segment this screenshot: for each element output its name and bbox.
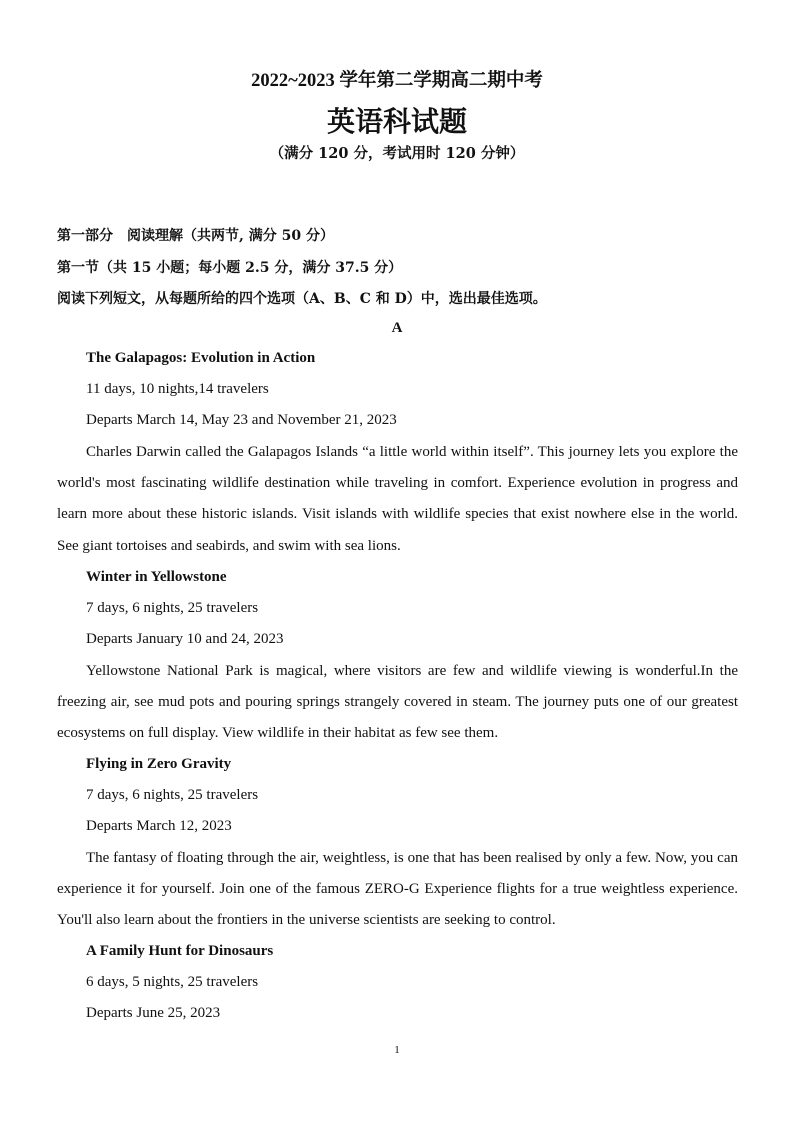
page-number: 1 — [394, 1044, 400, 1056]
trip-title: A Family Hunt for Dinosaurs — [86, 943, 274, 959]
passage-label: A — [391, 320, 403, 336]
exam-title: 2022~2023 学年第二学期高二期中考 — [251, 71, 543, 91]
trip-description: The fantasy of floating through the air, weightless, is one that has been realised by only a few. Now, you can experience it for yourself. Join one of the famous ZERO-G Experience flights for a true weightless experience. You'll also learn about the frontiers in the universe scientists are seeking to control. — [57, 850, 738, 929]
directions-text: 阅读下列短文，从每题所给的四个选项（A、B、C 和 D）中，选出最佳选项。 — [57, 291, 547, 307]
trip-details: 7 days, 6 nights, 25 travelers — [86, 787, 259, 803]
trip-title: Flying in Zero Gravity — [86, 756, 232, 772]
exam-note: （满分 120 分，考试用时 120 分钟） — [269, 145, 525, 162]
trip-title: Winter in Yellowstone — [86, 569, 227, 585]
trip-details: 7 days, 6 nights, 25 travelers — [86, 600, 259, 616]
subject-title: 英语科试题 — [326, 105, 467, 138]
trip-departs: Departs March 12, 2023 — [86, 818, 232, 834]
trip-departs: Departs June 25, 2023 — [86, 1005, 221, 1021]
trip-details: 11 days, 10 nights,14 travelers — [86, 381, 269, 397]
trip-title: The Galapagos: Evolution in Action — [86, 350, 316, 366]
trip-departs: Departs March 14, May 23 and November 21, 2023 — [86, 412, 397, 428]
trip-details: 6 days, 5 nights, 25 travelers — [86, 974, 259, 990]
part-heading: 第一部分 阅读理解（共两节, 满分 50 分） — [57, 228, 334, 244]
section-heading: 第一节（共 15 小题；每小题 2.5 分，满分 37.5 分） — [57, 260, 403, 276]
trip-description: Charles Darwin called the Galapagos Islands “a little world within itself”. This journey lets you explore the world's most fascinating wildlife destination while traveling in comfort. Experience evolution in progress and learn more about these historic islands. Visit islands with wildlife species that exist nowhere else in the world. See giant tortoises and seabirds, and swim with sea lions. — [57, 444, 738, 554]
trip-departs: Departs January 10 and 24, 2023 — [86, 631, 284, 647]
trip-description: Yellowstone National Park is magical, where visitors are few and wildlife viewing is wonderful.In the freezing air, see mud pots and pouring springs strangely covered in steam. The journey puts one of our greatest ecosystems on full display. View wildlife in their habitat as few see them. — [57, 663, 738, 742]
